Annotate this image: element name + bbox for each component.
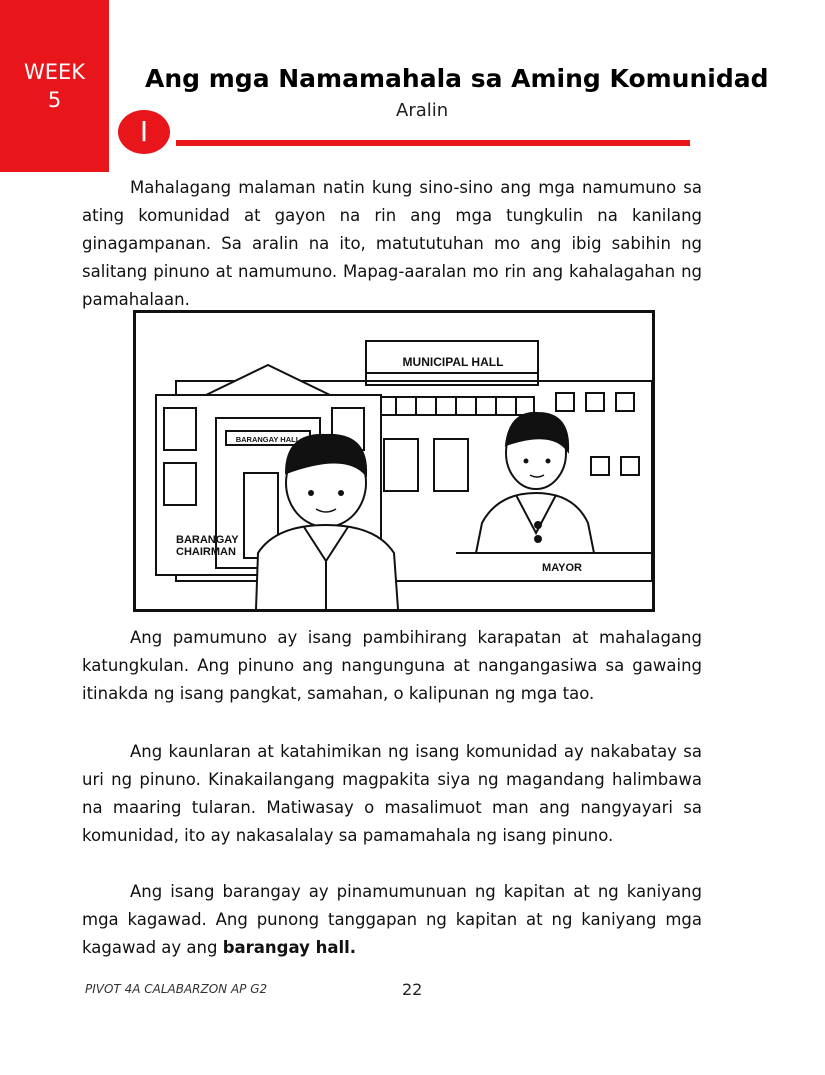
municipal-hall-label: MUNICIPAL HALL [402,355,504,369]
week-number: 5 [47,88,62,112]
illustration-drawing [136,313,652,609]
page-number: 22 [402,980,423,999]
page-subtitle: Aralin [396,100,449,121]
progress-paragraph: Ang kaunlaran at katahimikan ng isang komunidad ay nakabatay sa uri ng pinuno. Kinakailangang magpakita siya ng magandang halimbawa na maaring tularan. Matiwasay o masalimuot man ang nangyayari sa komunidad, ito ay nakasalalay sa pamamahala ng isang pinuno. [82,742,702,845]
chairman-label-line2: CHAIRMAN [176,546,236,558]
barangay-hall-term: barangay hall. [222,938,357,957]
week-badge [0,0,109,172]
footer-source: PIVOT 4A CALABARZON AP G2 [85,982,268,996]
page-title: Ang mga Namamahala sa Aming Komunidad [145,64,769,93]
leadership-paragraph: Ang pamumuno ay isang pambihirang karapatan at mahalagang katungkulan. Ang pinuno ang nangunguna at nangangasiwa sa gawaing itinakda ng isang pangkat, samahan, o kalipunan ng mga tao. [82,628,702,703]
week-label: WEEK [23,60,86,84]
intro-paragraph: Mahalagang malaman natin kung sino-sino ang mga namumuno sa ating komunidad at gayon na rin ang mga tungkulin na kanilang ginagampanan. Sa aralin na ito, matututuhan mo ang ibig sabihin ng salitang pinuno at namumuno. Mapag-aaralan mo rin ang kahalagahan ng pamahalaan. [82,178,702,309]
barangay-hall-label: BARANGAY HALL [235,435,301,444]
barangay-paragraph-text: Ang isang barangay ay pinamumunuan ng kapitan at ng kaniyang mga kagawad. Ang punong tanggapan ng kapitan at ng kaniyang mga kagawad ay ang [82,882,702,957]
title-divider [176,140,690,146]
community-leaders-illustration [133,310,655,612]
lesson-number-badge: I [118,110,170,154]
chairman-label-line1: BARANGAY [176,534,239,546]
barangay-paragraph [82,878,702,962]
mayor-label: MAYOR [542,562,582,574]
